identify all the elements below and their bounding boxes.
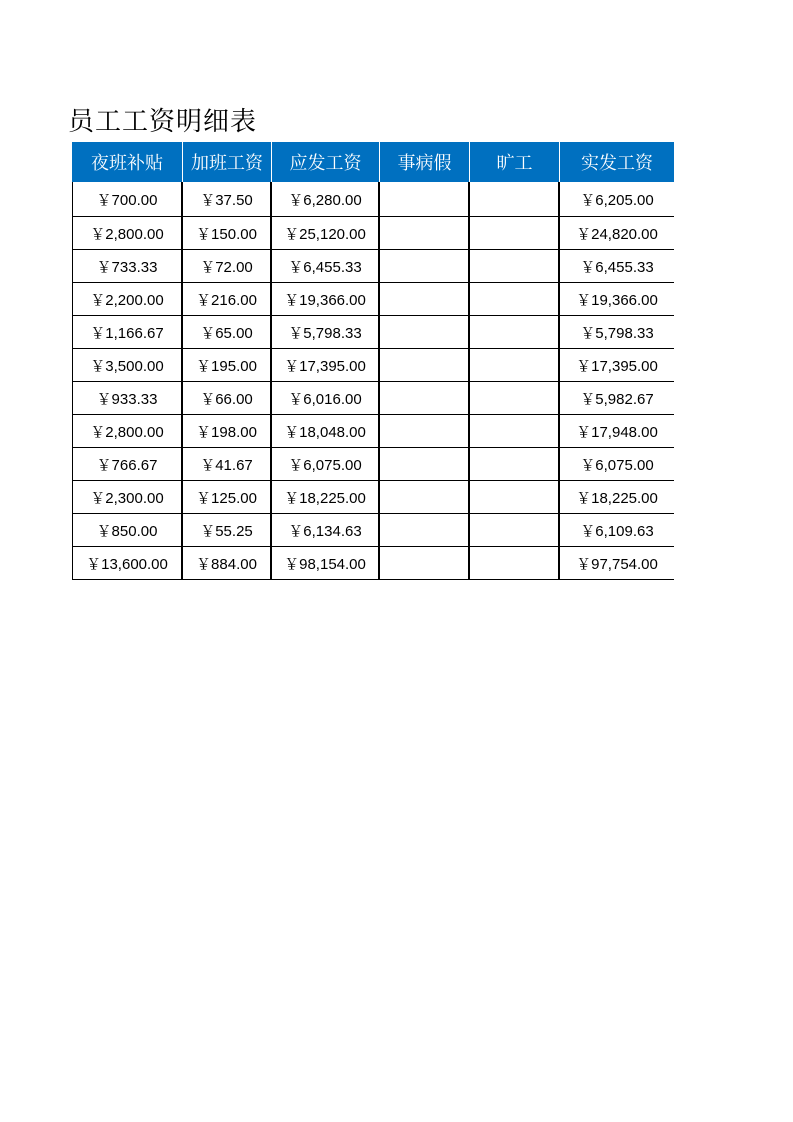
table-row [72,415,674,448]
table-cell[interactable] [469,382,559,415]
table-cell[interactable]: ￥6,205.00 [559,182,674,217]
table-cell[interactable]: ￥2,800.00 [72,415,182,448]
table-cell[interactable]: ￥17,948.00 [559,415,674,448]
table-cell[interactable]: ￥733.33 [72,250,182,283]
table-cell[interactable]: ￥41.67 [182,448,271,481]
table-cell[interactable]: ￥2,300.00 [72,481,182,514]
table-row [72,316,674,349]
table-cell[interactable]: ￥17,395.00 [271,349,379,382]
table-cell[interactable] [469,182,559,217]
table-cell[interactable]: ￥97,754.00 [559,547,674,580]
table-cell[interactable]: ￥6,109.63 [559,514,674,547]
table-cell[interactable]: ￥6,075.00 [559,448,674,481]
table-cell[interactable] [469,481,559,514]
table-row [72,448,674,481]
table-cell[interactable] [379,382,469,415]
table-cell[interactable] [379,217,469,250]
header-night-shift-allowance[interactable]: 夜班补贴 [72,142,182,182]
header-net-pay[interactable]: 实发工资 [559,142,674,182]
table-cell[interactable]: ￥150.00 [182,217,271,250]
table-row [72,382,674,415]
table-cell[interactable]: ￥884.00 [182,547,271,580]
table-cell[interactable]: ￥65.00 [182,316,271,349]
table-row [72,182,674,217]
table-cell[interactable]: ￥13,600.00 [72,547,182,580]
table-cell[interactable]: ￥5,798.33 [559,316,674,349]
table-cell[interactable]: ￥6,280.00 [271,182,379,217]
table-cell[interactable] [379,448,469,481]
table-cell[interactable]: ￥198.00 [182,415,271,448]
header-absence[interactable]: 旷工 [469,142,559,182]
table-cell[interactable] [379,316,469,349]
table-cell[interactable]: ￥98,154.00 [271,547,379,580]
table-cell[interactable]: ￥216.00 [182,283,271,316]
table-row [72,349,674,382]
table-cell[interactable] [469,514,559,547]
table-cell[interactable]: ￥25,120.00 [271,217,379,250]
table-cell[interactable]: ￥1,166.67 [72,316,182,349]
header-leave[interactable]: 事病假 [379,142,469,182]
table-cell[interactable]: ￥55.25 [182,514,271,547]
header-gross-pay[interactable]: 应发工资 [271,142,379,182]
table-cell[interactable]: ￥6,455.33 [271,250,379,283]
table-cell[interactable] [469,316,559,349]
table-cell[interactable]: ￥6,016.00 [271,382,379,415]
table-cell[interactable]: ￥18,225.00 [559,481,674,514]
table-cell[interactable] [379,547,469,580]
table-cell[interactable]: ￥195.00 [182,349,271,382]
total-row [72,547,674,580]
table-cell[interactable] [379,514,469,547]
table-cell[interactable]: ￥5,982.67 [559,382,674,415]
table-cell[interactable]: ￥37.50 [182,182,271,217]
table-cell[interactable]: ￥19,366.00 [271,283,379,316]
table-cell[interactable] [469,547,559,580]
table-cell[interactable]: ￥2,800.00 [72,217,182,250]
table-cell[interactable]: ￥66.00 [182,382,271,415]
sheet-title: 员工工资明细表 [68,107,258,137]
table-cell[interactable] [469,448,559,481]
header-overtime-pay[interactable]: 加班工资 [182,142,271,182]
salary-table [72,142,674,580]
table-cell[interactable] [379,250,469,283]
table-cell[interactable] [379,283,469,316]
table-cell[interactable] [469,250,559,283]
table-cell[interactable]: ￥18,048.00 [271,415,379,448]
table-cell[interactable]: ￥72.00 [182,250,271,283]
table-cell[interactable] [379,481,469,514]
table-cell[interactable] [469,283,559,316]
table-cell[interactable]: ￥19,366.00 [559,283,674,316]
table-row [72,283,674,316]
table-cell[interactable] [379,182,469,217]
table-cell[interactable]: ￥3,500.00 [72,349,182,382]
table-row [72,481,674,514]
table-row [72,217,674,250]
table-row [72,514,674,547]
table-cell[interactable]: ￥18,225.00 [271,481,379,514]
table-cell[interactable]: ￥2,200.00 [72,283,182,316]
table-cell[interactable] [379,349,469,382]
table-cell[interactable]: ￥766.67 [72,448,182,481]
table-cell[interactable]: ￥5,798.33 [271,316,379,349]
table-cell[interactable]: ￥700.00 [72,182,182,217]
table-cell[interactable] [469,217,559,250]
table-cell[interactable] [379,415,469,448]
table-cell[interactable]: ￥6,455.33 [559,250,674,283]
table-cell[interactable] [469,349,559,382]
table-cell[interactable]: ￥6,075.00 [271,448,379,481]
table-cell[interactable]: ￥6,134.63 [271,514,379,547]
table-row [72,250,674,283]
table-cell[interactable] [469,415,559,448]
table-cell[interactable]: ￥850.00 [72,514,182,547]
table-cell[interactable]: ￥125.00 [182,481,271,514]
header-row [72,142,674,182]
table-cell[interactable]: ￥933.33 [72,382,182,415]
table-cell[interactable]: ￥24,820.00 [559,217,674,250]
table-cell[interactable]: ￥17,395.00 [559,349,674,382]
